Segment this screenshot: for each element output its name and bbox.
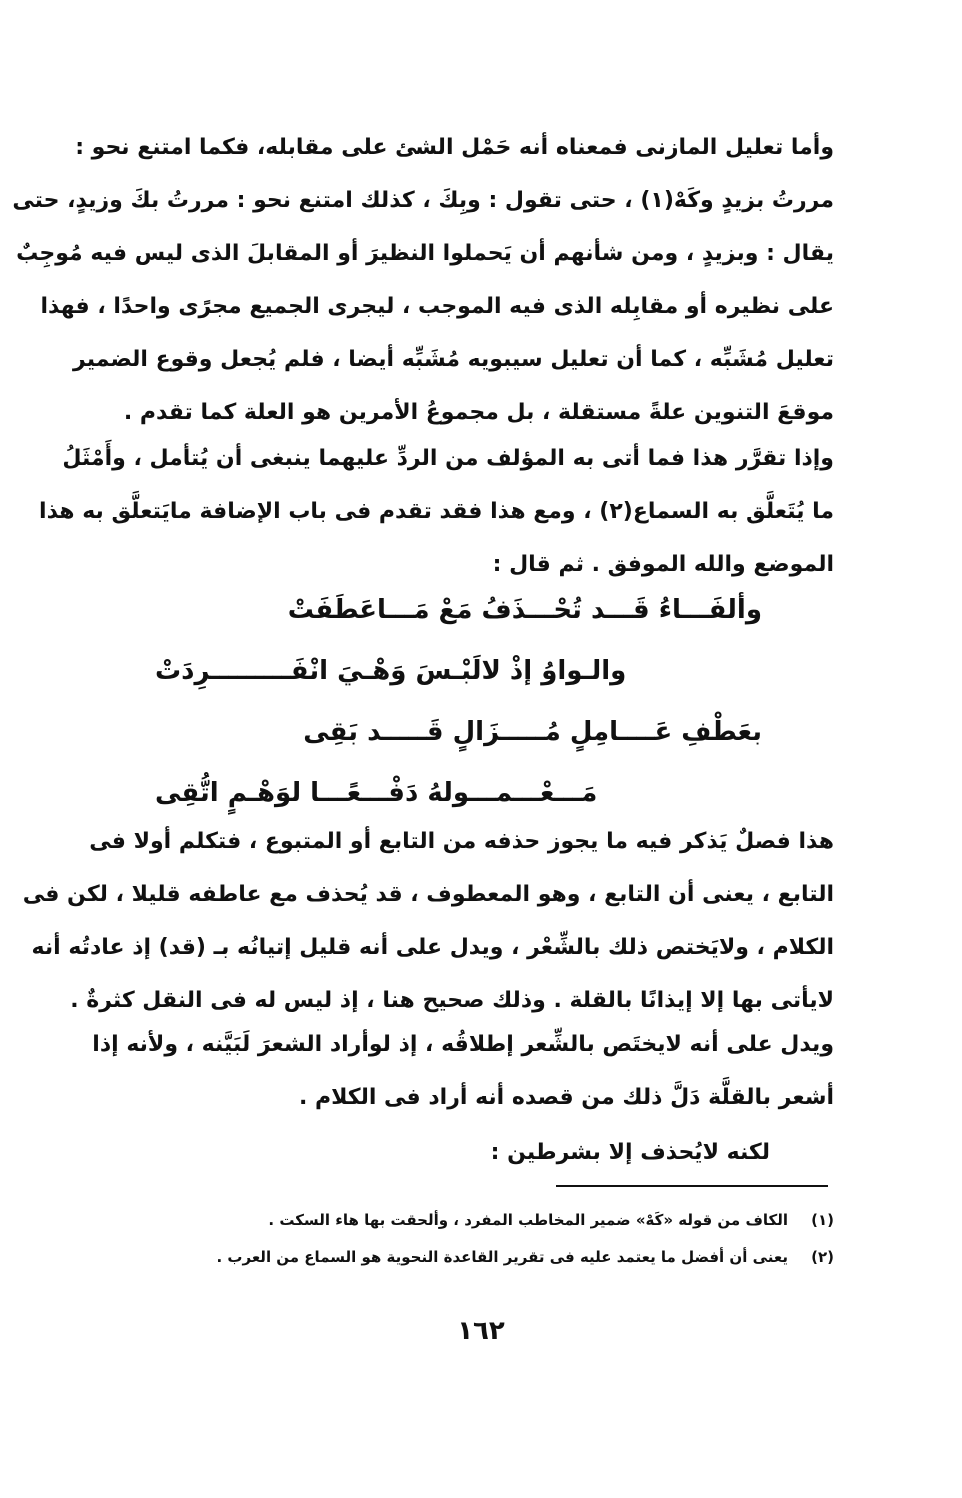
text-line: الموضع والله الموفق . ثم قال : [492, 552, 834, 577]
footnote-number: (٢) [811, 1248, 834, 1266]
text-line: أشعر بالقلَّة دَلَّ ذلك من قصده أنه أراد فى الكلام . [298, 1085, 834, 1110]
text-line: لكنه لايُحذف إلا بشرطين : [490, 1140, 770, 1165]
verse-line-1: وألفَـــاءُ قَـــد تُحْـــذَفُ مَعْ مَـــاعَطَفَتْ [287, 595, 762, 625]
verse-line-4: مَـــعْـــمـــولهُ دَفْـــعًـــا لوَهْـمٍ اتُّقِى [155, 778, 598, 808]
text-line: لايأتى بها إلا إيذانًا بالقلة . وذلك صحيح هنا ، إذ ليس له فى النقل كثرةٌ . [70, 988, 834, 1013]
text-line: يقال : وبزيدٍ ، ومن شأنهم أن يَحملوا النظيرَ أو المقابلَ الذى ليس فيه مُوجِبٌ [16, 241, 834, 266]
text-line: وإذا تقرَّر هذا فما أتى به المؤلف من الردِّ عليهما ينبغى أن يُتأمل ، وأَمْثَلُ [62, 446, 834, 471]
text-line: وأما تعليل المازنى فمعناه أنه حَمْل الشئ على مقابله، فكما امتنع نحو : [75, 135, 834, 160]
footnote-1 [150, 1207, 834, 1233]
verse-line-3: بعَطْفِ عَــــامِلٍ مُـــــزَالٍ قَـــــد بَقِى [303, 717, 762, 747]
text-line: تعليل مُشَبِّه ، كما أن تعليل سيبويه مُشَبِّه أيضا ، فلم يُجعل وقوع الضمير [73, 347, 834, 372]
footnote-separator [556, 1185, 828, 1187]
text-line: ما يُتَعلَّق به السماع(٢) ، ومع هذا فقد تقدم فى باب الإضافة مايَتعلَّق به هذا [39, 499, 834, 524]
text-line: موقعَ التنوين علةً مستقلة ، بل مجموعُ الأمرين هو العلة كما تقدم . [123, 400, 834, 425]
text-line: مررتُ بزيدٍ وكَهْ(١) ، حتى تقول : وبِكَ ، كذلك امتنع نحو : مررتُ بكَ وزيدٍ، حتى [12, 188, 834, 213]
text-line: التابع ، يعنى أن التابع ، وهو المعطوف ، قد يُحذف مع عاطفه قليلا ، لكن فى [22, 882, 834, 907]
page-number: ١٦٢ [457, 1316, 505, 1346]
footnote-text: الكاف من قوله «كَهْ» ضمير المخاطب المفرد ، وألحقت بها هاء السكت . [268, 1211, 788, 1229]
verse-line-2: والـواوُ إذْ لالَبْـسَ وَهْـيَ انْفَـــــــــرِدَتْ [155, 656, 627, 686]
text-line: الكلام ، ولايَختص ذلك بالشِّعْر ، ويدل على أنه قليل إتيانُه بـ (قد) إذ عادتُه أنه [31, 935, 834, 960]
paragraph-1 [12, 121, 834, 439]
text-line: ويدل على أنه لايختَص بالشِّعر إطلاقُه ، إذ لوأراد الشعرَ لَبَيَّنه ، ولأنه إذا [92, 1032, 834, 1057]
footnote-number: (١) [811, 1211, 834, 1229]
footnote-text: يعنى أن أفضل ما يعتمد عليه فى تقرير القاعدة النحوية هو السماع من العرب . [216, 1248, 788, 1266]
paragraph-4 [92, 1018, 834, 1124]
text-line: على نظيره أو مقابِله الذى فيه الموجب ، ليجرى الجميع مجرًى واحدًا ، فهذا [40, 294, 834, 319]
paragraph-2 [39, 432, 834, 591]
text-line: هذا فصلٌ يَذكر فيه ما يجوز حذفه من التابع أو المتبوع ، فتكلم أولا فى [89, 829, 834, 854]
paragraph-3 [22, 815, 834, 1027]
paragraph-5 [92, 1126, 834, 1179]
footnote-2 [150, 1244, 834, 1270]
